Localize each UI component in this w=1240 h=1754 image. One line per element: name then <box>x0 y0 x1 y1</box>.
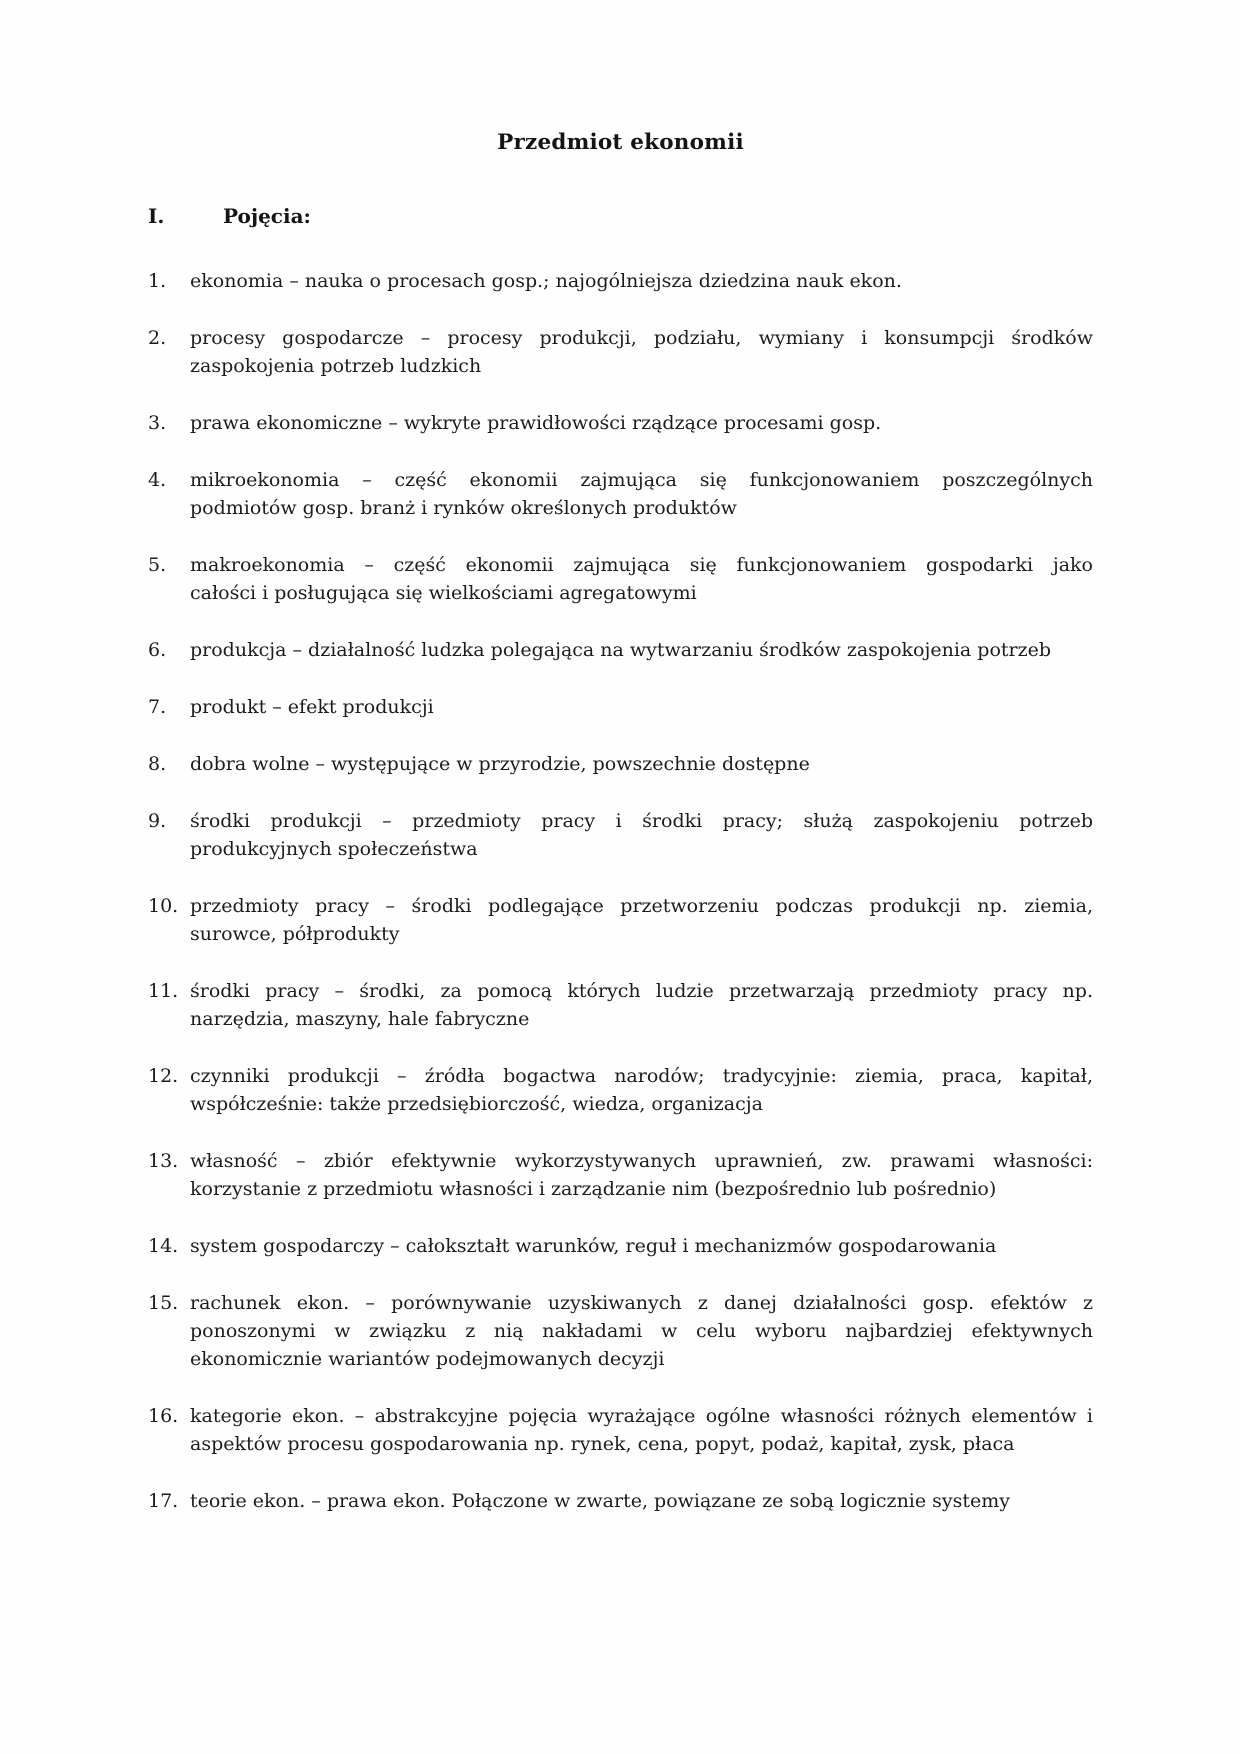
list-item <box>148 750 1093 778</box>
list-item-line: całości i posługująca się wielkościami agregatowymi <box>190 582 697 604</box>
list-item <box>148 693 1093 721</box>
list-item-line: prawa ekonomiczne – wykryte prawidłowości rządzące procesami gosp. <box>190 412 882 434</box>
list-item-number: 2. <box>148 327 167 349</box>
list-item-line: surowce, półprodukty <box>190 923 400 945</box>
list-item-number: 1. <box>148 270 167 292</box>
list-item-text <box>190 1487 1093 1515</box>
list-item-line: korzystanie z przedmiotu własności i zarządzanie nim (bezpośrednio lub pośrednio) <box>190 1178 997 1200</box>
list-item-line: ekonomicznie wariantów podejmowanych decyzji <box>190 1348 665 1370</box>
list-item-number: 11. <box>148 980 179 1002</box>
list-item-line: ponoszonymi w związku z nią nakładami w celu wyboru najbardziej efektywnych <box>190 1320 1093 1342</box>
list-item-text <box>190 636 1093 664</box>
list-item <box>148 977 1093 1033</box>
list-item-number: 5. <box>148 554 167 576</box>
list-item <box>148 466 1093 522</box>
list-item-text <box>190 1147 1093 1203</box>
list-item-line: zaspokojenia potrzeb ludzkich <box>190 355 482 377</box>
list-item-text <box>190 1402 1093 1458</box>
list-item-text <box>190 324 1093 380</box>
list-item-text <box>190 1232 1093 1260</box>
list-item-number: 8. <box>148 753 167 775</box>
list-item-line: podmiotów gosp. branż i rynków określonych produktów <box>190 497 737 519</box>
list-item <box>148 324 1093 380</box>
list-item <box>148 636 1093 664</box>
section-heading <box>148 202 1093 230</box>
list-item-line: produkcja – działalność ludzka polegająca na wytwarzaniu środków zaspokojenia potrzeb <box>190 639 1052 661</box>
list-item-line: kategorie ekon. – abstrakcyjne pojęcia wyrażające ogólne własności różnych elementów i <box>190 1405 1093 1427</box>
list-item-line: czynniki produkcji – źródła bogactwa narodów; tradycyjnie: ziemia, praca, kapitał, <box>190 1065 1093 1087</box>
definitions-list <box>148 267 1093 1515</box>
list-item-text <box>190 750 1093 778</box>
list-item-number: 7. <box>148 696 167 718</box>
list-item <box>148 892 1093 948</box>
list-item-text <box>190 693 1093 721</box>
page-title: Przedmiot ekonomii <box>497 130 744 155</box>
list-item-text <box>190 892 1093 948</box>
list-item-number: 17. <box>148 1490 179 1512</box>
list-item-line: makroekonomia – część ekonomii zajmująca się funkcjonowaniem gospodarki jako <box>190 554 1093 576</box>
list-item-line: współcześnie: także przedsiębiorczość, wiedza, organizacja <box>190 1093 763 1115</box>
list-item-number: 6. <box>148 639 167 661</box>
list-item <box>148 807 1093 863</box>
section-label: Pojęcia: <box>223 204 311 228</box>
list-item-text <box>190 977 1093 1033</box>
list-item-line: produkcyjnych społeczeństwa <box>190 838 478 860</box>
list-item-line: przedmioty pracy – środki podlegające przetworzeniu podczas produkcji np. ziemia, <box>190 895 1093 917</box>
list-item-line: mikroekonomia – część ekonomii zajmująca się funkcjonowaniem poszczególnych <box>190 469 1093 491</box>
list-item <box>148 1289 1093 1373</box>
list-item-text <box>190 1062 1093 1118</box>
list-item <box>148 1487 1093 1515</box>
list-item-number: 12. <box>148 1065 179 1087</box>
list-item-number: 16. <box>148 1405 179 1427</box>
list-item-line: teorie ekon. – prawa ekon. Połączone w zwarte, powiązane ze sobą logicznie systemy <box>190 1490 1011 1512</box>
list-item-text <box>190 267 1093 295</box>
list-item-text <box>190 1289 1093 1373</box>
list-item-line: dobra wolne – występujące w przyrodzie, powszechnie dostępne <box>190 753 810 775</box>
list-item-text <box>190 466 1093 522</box>
list-item-number: 3. <box>148 412 167 434</box>
list-item <box>148 1062 1093 1118</box>
list-item-line: środki pracy – środki, za pomocą których ludzie przetwarzają przedmioty pracy np. <box>190 980 1093 1002</box>
list-item-line: procesy gospodarcze – procesy produkcji, podziału, wymiany i konsumpcji środków <box>190 327 1093 349</box>
list-item-line: rachunek ekon. – porównywanie uzyskiwanych z danej działalności gosp. efektów z <box>190 1292 1093 1314</box>
list-item-text <box>190 409 1093 437</box>
list-item <box>148 1147 1093 1203</box>
list-item-line: narzędzia, maszyny, hale fabryczne <box>190 1008 530 1030</box>
list-item-line: aspektów procesu gospodarowania np. rynek, cena, popyt, podaż, kapitał, zysk, płaca <box>190 1433 1015 1455</box>
list-item-number: 14. <box>148 1235 179 1257</box>
list-item <box>148 1232 1093 1260</box>
list-item-number: 10. <box>148 895 179 917</box>
list-item-line: ekonomia – nauka o procesach gosp.; najogólniejsza dziedzina nauk ekon. <box>190 270 902 292</box>
list-item-line: system gospodarczy – całokształt warunków, reguł i mechanizmów gospodarowania <box>190 1235 997 1257</box>
list-item <box>148 409 1093 437</box>
list-item-number: 15. <box>148 1292 179 1314</box>
list-item-number: 9. <box>148 810 167 832</box>
list-item-number: 13. <box>148 1150 179 1172</box>
list-item <box>148 551 1093 607</box>
list-item-line: własność – zbiór efektywnie wykorzystywanych uprawnień, zw. prawami własności: <box>190 1150 1093 1172</box>
list-item-line: środki produkcji – przedmioty pracy i środki pracy; służą zaspokojeniu potrzeb <box>190 810 1093 832</box>
list-item-text <box>190 807 1093 863</box>
list-item-number: 4. <box>148 469 167 491</box>
list-item <box>148 267 1093 295</box>
section-numeral: I. <box>148 204 165 228</box>
list-item-line: produkt – efekt produkcji <box>190 696 434 718</box>
list-item <box>148 1402 1093 1458</box>
list-item-text <box>190 551 1093 607</box>
